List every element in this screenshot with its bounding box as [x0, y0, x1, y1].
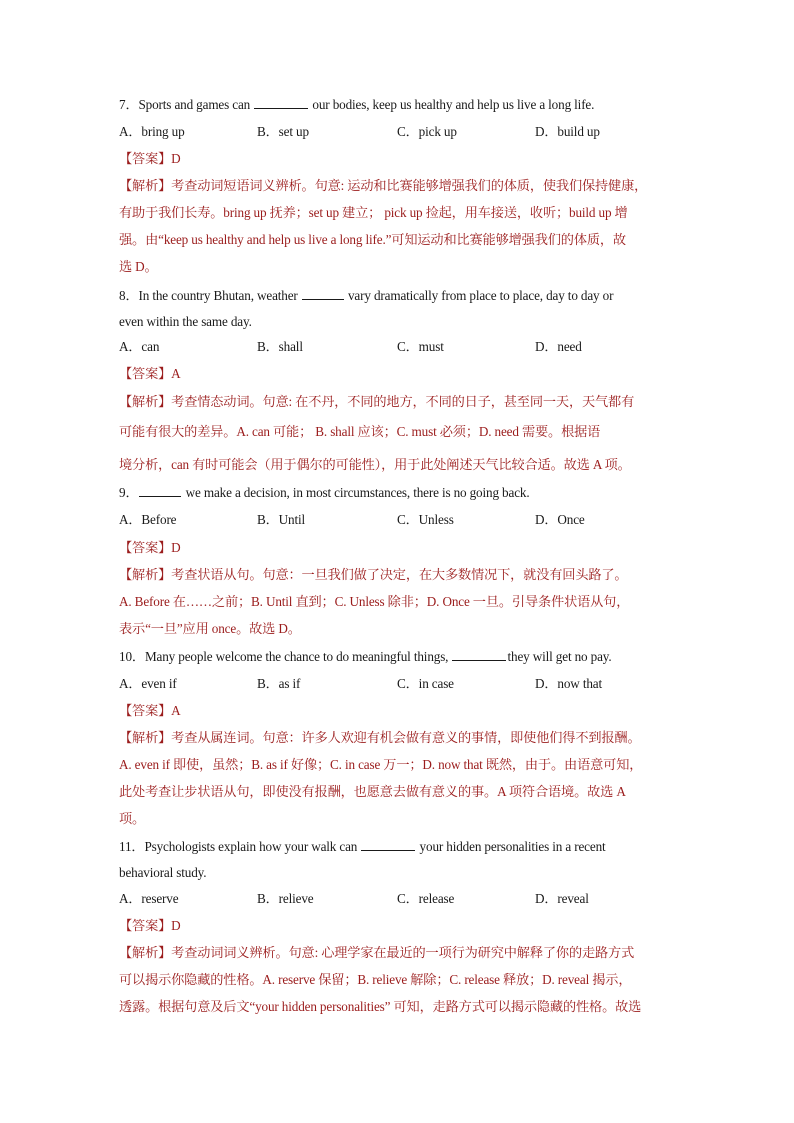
question-8-answer: 【答案】A — [119, 366, 181, 381]
question-11-stem-line-2: behavioral study. — [119, 865, 207, 880]
question-8-analysis-line-1: 【解析】考查情态动词。句意: 在不丹，不同的地方，不同的日子，甚至同一天，天气都有 — [119, 394, 635, 409]
option-b: B．shall — [257, 339, 303, 354]
question-8-stem-line-1: 8．In the country Bhutan, weather vary dramatically from place to place, day to day or — [119, 288, 614, 303]
question-9-analysis-line-1: 【解析】考查状语从句。句意：一旦我们做了决定，在大多数情况下，就没有回头路了。 — [119, 567, 628, 582]
option-a: A．Before — [119, 512, 177, 527]
question-number: 11． — [119, 839, 145, 854]
question-9-stem: 9． we make a decision, in most circumstances, there is no going back. — [119, 485, 530, 500]
question-10-analysis-line-2: A. even if 即使，虽然；B. as if 好像；C. in case 万一；D. now that 既然，由于。由语意可知， — [119, 757, 643, 772]
question-8-options — [119, 338, 679, 356]
answer-blank — [452, 648, 506, 661]
option-a: A．even if — [119, 676, 177, 691]
question-7-stem: 7．Sports and games can our bodies, keep us healthy and help us live a long life. — [119, 97, 595, 112]
question-10-options — [119, 675, 679, 693]
option-a: A．reserve — [119, 891, 179, 906]
question-7-analysis-line-4: 选 D。 — [119, 259, 158, 274]
question-11-options — [119, 890, 679, 908]
option-b: B．Until — [257, 512, 306, 527]
question-11-answer: 【答案】D — [119, 918, 181, 933]
question-10-answer: 【答案】A — [119, 703, 181, 718]
option-b: B．set up — [257, 124, 309, 139]
option-c: C．Unless — [397, 512, 454, 527]
option-c: C．pick up — [397, 124, 457, 139]
question-9-options — [119, 511, 679, 529]
question-7-answer: 【答案】D — [119, 151, 181, 166]
option-c: C．release — [397, 891, 455, 906]
question-11-analysis-line-1: 【解析】考查动词词义辨析。句意: 心理学家在最近的一项行为研究中解释了你的走路方式 — [119, 945, 635, 960]
option-a: A．bring up — [119, 124, 185, 139]
question-10-analysis-line-4: 项。 — [119, 811, 146, 826]
answer-blank — [361, 838, 415, 851]
question-number: 10． — [119, 649, 145, 664]
option-d: D．now that — [535, 676, 602, 691]
question-9-analysis-line-3: 表示“一旦”应用 once。故选 D。 — [119, 621, 301, 636]
question-number: 9． — [119, 485, 139, 500]
option-a: A．can — [119, 339, 160, 354]
question-number: 7． — [119, 97, 139, 112]
question-8-analysis-line-2: 可能有很大的差异。A. can 可能； B. shall 应该；C. must 必须；D. need 需要。根据语 — [119, 424, 601, 439]
answer-blank — [302, 287, 344, 300]
question-8-analysis-line-3: 境分析，can 有时可能会（用于偶尔的可能性），用于此处阐述天气比较合适。故选 A 项。 — [119, 457, 631, 472]
option-b: B．as if — [257, 676, 301, 691]
option-c: C．must — [397, 339, 444, 354]
question-7-options — [119, 123, 679, 141]
answer-blank — [254, 96, 308, 109]
question-9-answer: 【答案】D — [119, 540, 181, 555]
option-b: B．relieve — [257, 891, 314, 906]
question-7-analysis-line-1: 【解析】考查动词短语词义辨析。句意: 运动和比赛能够增强我们的体质，使我们保持健康， — [119, 178, 648, 193]
option-d: D．Once — [535, 512, 585, 527]
question-number: 8． — [119, 288, 139, 303]
question-11-analysis-line-2: 可以揭示你隐藏的性格。A. reserve 保留；B. relieve 解除；C. release 释放；D. reveal 揭示， — [119, 972, 632, 987]
question-11-stem-line-1: 11．Psychologists explain how your walk can your hidden personalities in a recent — [119, 839, 606, 854]
answer-blank — [139, 484, 181, 497]
question-10-analysis-line-3: 此处考查让步状语从句，即使没有报酬，也愿意去做有意义的事。A 项符合语境。故选 A — [119, 784, 626, 799]
question-7-analysis-line-3: 强。由“keep us healthy and help us live a long life.”可知运动和比赛能够增强我们的体质，故 — [119, 232, 626, 247]
question-7-analysis-line-2: 有助于我们长寿。bring up 抚养；set up 建立； pick up 捡起，用车接送，收听；build up 增 — [119, 205, 628, 220]
question-10-stem: 10．Many people welcome the chance to do meaningful things, they will get no pay. — [119, 649, 612, 664]
question-10-analysis-line-1: 【解析】考查从属连词。句意：许多人欢迎有机会做有意义的事情，即使他们得不到报酬。 — [119, 730, 641, 745]
option-d: D．need — [535, 339, 582, 354]
option-d: D．build up — [535, 124, 600, 139]
question-9-analysis-line-2: A. Before 在……之前；B. Until 直到；C. Unless 除非；D. Once 一旦。引导条件状语从句， — [119, 594, 630, 609]
question-8-stem-line-2: even within the same day. — [119, 314, 252, 329]
option-c: C．in case — [397, 676, 454, 691]
question-11-analysis-line-3: 透露。根据句意及后文“your hidden personalities” 可知，走路方式可以揭示隐藏的性格。故选 — [119, 999, 642, 1014]
option-d: D．reveal — [535, 891, 589, 906]
